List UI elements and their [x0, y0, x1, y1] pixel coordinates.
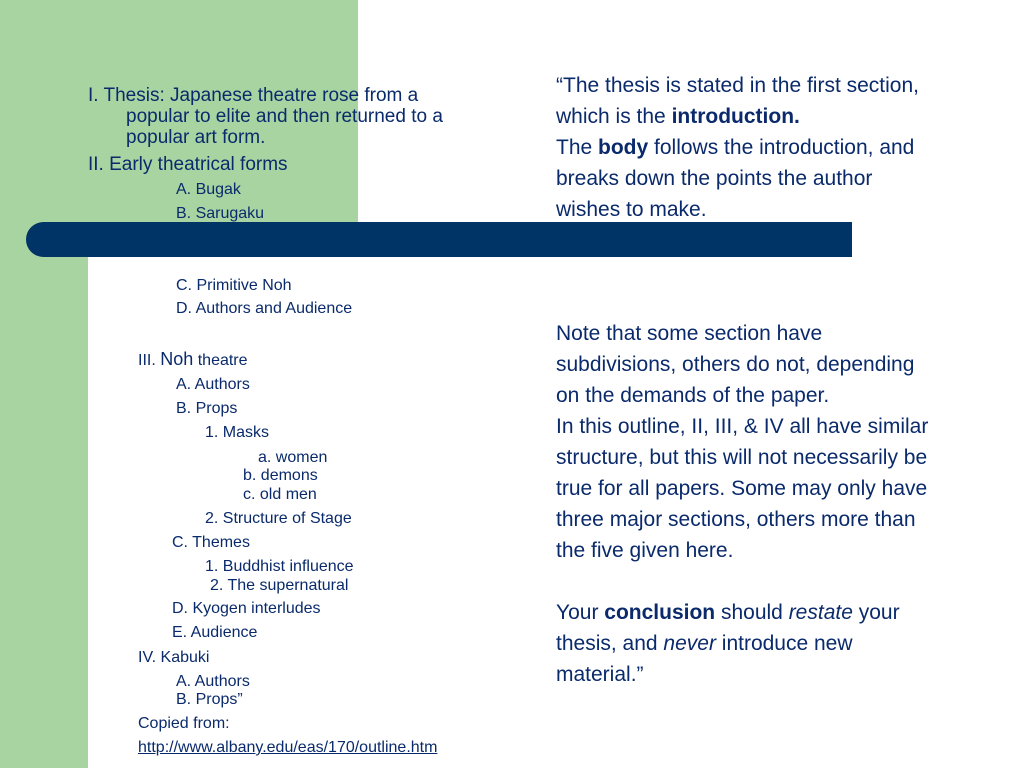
outline-iv-b: B. Props” [176, 691, 243, 708]
outline-iii-c: C. Themes [172, 534, 250, 551]
outline-iii-c-2: 2. The supernatural [210, 577, 349, 594]
note-bottom [556, 318, 1016, 690]
outline-thesis-line3: popular art form. [126, 127, 266, 148]
never-italic: never [663, 632, 716, 655]
body-bold: body [598, 136, 649, 159]
outline-iii-b-2: 2. Structure of Stage [205, 510, 352, 527]
outline-iii-noh: Noh [160, 349, 194, 369]
outline-thesis-line1: I. Thesis: Japanese theatre rose from a [88, 85, 419, 106]
outline-ii: II. Early theatrical forms [88, 154, 288, 175]
outline-iii-e: E. Audience [172, 624, 258, 641]
outline-iii-b-1-b: b. demons [243, 467, 318, 484]
outline-thesis-line2: popular to elite and then returned to a [126, 106, 443, 127]
introduction-bold: introduction. [671, 105, 800, 128]
note-p1-line2: subdivisions, others do not, depending [556, 353, 915, 376]
note-p3-line3: material.” [556, 663, 644, 686]
source-link[interactable]: http://www.albany.edu/eas/170/outline.htm [138, 739, 438, 756]
note-p2-line4: three major sections, others more than [556, 508, 916, 531]
outline-iv: IV. Kabuki [138, 649, 210, 666]
outline-iii-b: B. Props [176, 400, 238, 417]
note-top-line3: The body follows the introduction, and [556, 136, 915, 159]
note-p3-line2: thesis, and never introduce new [556, 632, 853, 655]
note-p1-line3: on the demands of the paper. [556, 384, 830, 407]
note-p2-line5: the five given here. [556, 539, 734, 562]
note-p1-line1: Note that some section have [556, 322, 823, 345]
note-p2-line2: structure, but this will not necessarily be [556, 446, 928, 469]
note-top [556, 70, 1016, 225]
note-top-line4: breaks down the points the author [556, 167, 873, 190]
outline-iii-suffix: theatre [197, 352, 248, 369]
outline-iii-c-1: 1. Buddhist influence [205, 558, 354, 575]
conclusion-bold: conclusion [604, 601, 716, 624]
note-p2-line3: true for all papers. Some may only have [556, 477, 928, 500]
outline-ii-a: A. Bugak [176, 181, 241, 198]
outline-iii-b-1-c: c. old men [243, 486, 317, 503]
note-top-line2: which is the introduction. [556, 105, 800, 128]
note-top-line5: wishes to make. [556, 198, 707, 221]
note-p3-line1: Your conclusion should restate your [556, 601, 900, 624]
note-top-line1: “The thesis is stated in the first section, [556, 74, 919, 97]
outline-iii-b-1-a: a. women [258, 449, 328, 466]
outline-iii-d: D. Kyogen interludes [172, 600, 321, 617]
outline-ii-d: D. Authors and Audience [176, 300, 353, 317]
outline-iii-a: A. Authors [176, 376, 250, 393]
outline-iii-b-1: 1. Masks [205, 424, 270, 441]
note-p2-line1: In this outline, II, III, & IV all have similar [556, 415, 929, 438]
note-spacer [556, 566, 1016, 597]
outline-iii-prefix: III. [138, 352, 156, 369]
outline-ii-b: B. Sarugaku [176, 205, 265, 222]
outline-iv-a: A. Authors [176, 673, 250, 690]
outline-ii-c: C. Primitive Noh [176, 277, 292, 294]
copied-from-label: Copied from: [138, 715, 230, 732]
outline-iii [138, 350, 248, 370]
restate-italic: restate [788, 601, 853, 624]
